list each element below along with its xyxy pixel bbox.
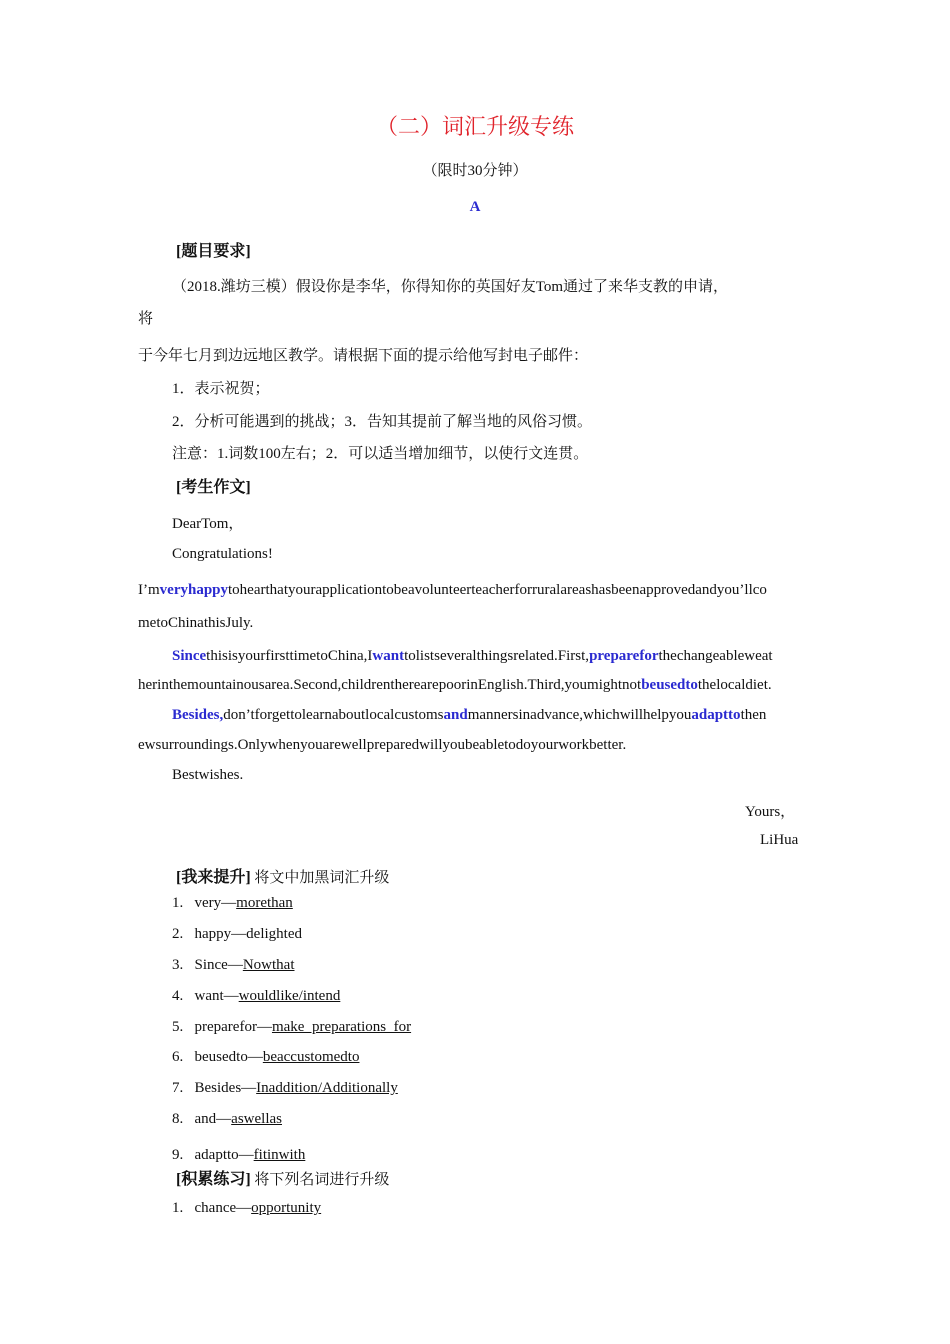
item-answer: opportunity xyxy=(251,1200,322,1216)
item-answer: wouldlike/intend xyxy=(238,988,341,1004)
item-number: 1. xyxy=(172,895,184,911)
text-run: thisisyourfirsttimetoChina,I xyxy=(206,648,373,664)
item-answer: fitinwith xyxy=(253,1147,306,1163)
item-number: 7. xyxy=(172,1080,184,1096)
essay-sign-yours: Yours， xyxy=(745,804,796,820)
item-answer: Nowthat xyxy=(242,957,295,973)
upgrade-header: [我来提升] xyxy=(176,869,251,886)
list-item xyxy=(172,988,340,1005)
list-item xyxy=(172,1019,411,1036)
upgrade-heading xyxy=(176,864,389,887)
essay-p1-line1 xyxy=(138,582,767,599)
essay-p3-line2: ewsurroundings.Onlywhenyouarewellpreparedwillyoubeabletodoyourworkbetter. xyxy=(138,737,627,753)
page-title: （二）词汇升级专练 xyxy=(375,114,574,139)
essay-p3-line1 xyxy=(172,707,766,724)
highlight-adapt-to: adaptto xyxy=(691,707,741,723)
item-number: 2. xyxy=(172,926,184,942)
item-answer: beaccustomedto xyxy=(262,1049,360,1065)
item-word: Since— xyxy=(194,957,243,973)
item-word: Besides— xyxy=(194,1080,257,1096)
item-answer: Inaddition/Additionally xyxy=(256,1080,398,1096)
essay-p2-line2 xyxy=(138,677,772,694)
item-answer: make preparations for xyxy=(271,1019,412,1035)
text-run: don’tforgettolearnaboutlocalcustoms xyxy=(223,707,444,723)
item-word: beusedto— xyxy=(194,1049,263,1065)
list-item xyxy=(172,957,295,974)
item-number: 8. xyxy=(172,1111,184,1127)
requirement-note: 注意：1.词数100左右；2．可以适当增加细节，以使行文连贯。 xyxy=(172,446,589,462)
item-word: preparefor— xyxy=(194,1019,272,1035)
essay-header: [考生作文] xyxy=(176,479,251,496)
section-label: A xyxy=(469,199,481,215)
requirement-point2: 2．分析可能遇到的挑战；3．告知其提前了解当地的风俗习惯。 xyxy=(172,414,593,430)
highlight-prepare-for: preparefor xyxy=(589,648,659,664)
highlight-be-used-to: beusedto xyxy=(641,677,698,693)
requirement-intro-line1b: 将 xyxy=(138,311,154,327)
essay-sign-name: LiHua xyxy=(760,832,799,848)
item-word: chance— xyxy=(194,1200,252,1216)
requirement-header: [题目要求] xyxy=(176,243,251,260)
list-item xyxy=(172,1080,398,1097)
list-item xyxy=(172,1147,305,1164)
item-word: want— xyxy=(194,988,239,1004)
practice-heading xyxy=(176,1166,389,1189)
highlight-very-happy: veryhappy xyxy=(159,582,229,598)
item-number: 4. xyxy=(172,988,184,1004)
text-run: herinthemountainousarea.Second,childrentherearepoorinEnglish.Third,youmightnot xyxy=(138,677,642,693)
text-run: mannersinadvance,whichwillhelpyou xyxy=(467,707,692,723)
item-word: adaptto— xyxy=(194,1147,254,1163)
item-number: 5. xyxy=(172,1019,184,1035)
essay-greeting: DearTom， xyxy=(172,516,244,532)
item-word: very— xyxy=(194,895,237,911)
text-run: tolistseveralthingsrelated.First, xyxy=(404,648,590,664)
essay-congrats: Congratulations! xyxy=(172,546,273,562)
time-limit: （限时30分钟） xyxy=(422,163,528,179)
list-item xyxy=(172,1111,282,1128)
essay-p2-line1 xyxy=(172,648,773,665)
text-run: tohearthatyourapplicationtobeavolunteerteacherforruralareashasbeenapprovedandyou’llco xyxy=(228,582,767,598)
list-item xyxy=(172,895,293,912)
text-run: I’m xyxy=(138,582,160,598)
practice-desc: 将下列名词进行升级 xyxy=(254,1172,390,1188)
item-word: happy— xyxy=(194,926,247,942)
practice-header: [积累练习] xyxy=(176,1171,251,1188)
highlight-want: want xyxy=(372,648,405,664)
list-item xyxy=(172,1049,359,1066)
text-run: thechangeableweat xyxy=(658,648,773,664)
highlight-besides: Besides, xyxy=(172,707,224,723)
list-item xyxy=(172,1200,321,1217)
upgrade-desc: 将文中加黑词汇升级 xyxy=(254,870,390,886)
item-word: and— xyxy=(194,1111,232,1127)
item-number: 9. xyxy=(172,1147,184,1163)
item-answer: morethan xyxy=(236,895,293,911)
item-answer: aswellas xyxy=(231,1111,282,1127)
item-number: 3. xyxy=(172,957,184,973)
text-run: then xyxy=(740,707,767,723)
list-item xyxy=(172,926,302,943)
requirement-point1: 1．表示祝贺； xyxy=(172,381,270,397)
requirement-intro-line1: （2018.潍坊三模）假设你是李华，你得知你的英国好友Tom通过了来华支教的申请， xyxy=(172,279,729,295)
item-number: 6. xyxy=(172,1049,184,1065)
essay-closing: Bestwishes. xyxy=(172,767,244,783)
highlight-and: and xyxy=(443,707,468,723)
text-run: thelocaldiet. xyxy=(697,677,772,693)
item-answer: delighted xyxy=(246,926,302,942)
item-number: 1. xyxy=(172,1200,184,1216)
requirement-intro-line2: 于今年七月到边远地区教学。请根据下面的提示给他写封电子邮件： xyxy=(138,348,589,364)
essay-p1-line2: metoChinathisJuly. xyxy=(138,615,254,631)
highlight-since: Since xyxy=(172,648,207,664)
